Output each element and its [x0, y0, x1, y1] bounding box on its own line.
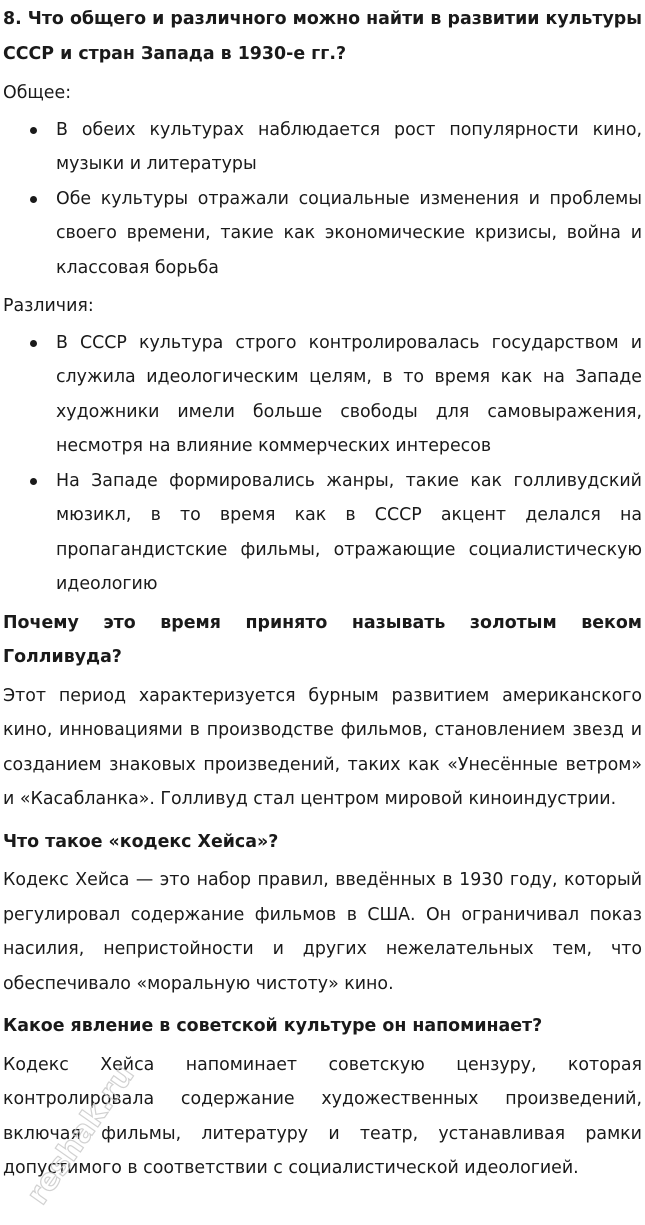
list-item	[3, 113, 642, 182]
list-item	[3, 464, 642, 602]
list-item-text: Обе культуры отражали социальные изменения и проблемы своего времени, такие как экономические кризисы, война и классовая борьба	[56, 188, 642, 278]
bullet-icon	[30, 478, 37, 485]
list-item	[3, 326, 642, 464]
common-list	[3, 113, 642, 286]
hays-answer: Кодекс Хейса — это набор правил, введённых в 1930 году, который регулировал содержание фильмов в США. Он ограничивал показ насилия, непристойности и других нежелательных тем, что обеспечивало «моральную чистоту» кино.	[3, 870, 642, 994]
list-item	[3, 182, 642, 286]
soviet-heading: Какое явление в советской культуре он напоминает?	[3, 1016, 543, 1036]
hays-heading: Что такое «кодекс Хейса»?	[3, 831, 279, 852]
bullet-icon	[30, 196, 37, 203]
watermark-text: reshak.ru	[19, 1058, 142, 1212]
hollywood-heading: Почему это время принято называть золотым веком Голливуда?	[3, 612, 642, 667]
hollywood-answer: Этот период характеризуется бурным развитием американского кино, инновациями в производстве фильмов, становлением звезд и созданием знаковых произведений, таких как «Унесённые ветром» и «Касабланка». Голливуд стал центром мировой киноиндустрии.	[3, 685, 642, 809]
differences-label: Различия:	[3, 296, 94, 316]
bullet-icon	[30, 340, 37, 347]
list-item-text: На Западе формировались жанры, такие как голливудский мюзикл, в то время как в СССР акцент делался на пропагандистские фильмы, отражающие социалистическую идеологию	[56, 470, 642, 594]
bullet-icon	[30, 127, 37, 134]
list-item-text: В СССР культура строго контролировалась государством и служила идеологическим целям, в то время как на Западе художники имели больше свободы для самовыражения, несмотря на влияние коммерческих интересов	[56, 332, 642, 456]
list-item-text: В обеих культурах наблюдается рост популярности кино, музыки и литературы	[56, 119, 642, 174]
common-label: Общее:	[3, 83, 72, 103]
differences-list	[3, 326, 642, 602]
question-8-heading: 8. Что общего и различного можно найти в развитии культуры СССР и стран Запада в 1930-е гг.?	[3, 9, 642, 64]
soviet-answer: Кодекс Хейса напоминает советскую цензуру, которая контролировала содержание художественных произведений, включая фильмы, литературу и театр, устанавливая рамки допустимого в соответствии с социалистической идеологией.	[3, 1054, 642, 1178]
